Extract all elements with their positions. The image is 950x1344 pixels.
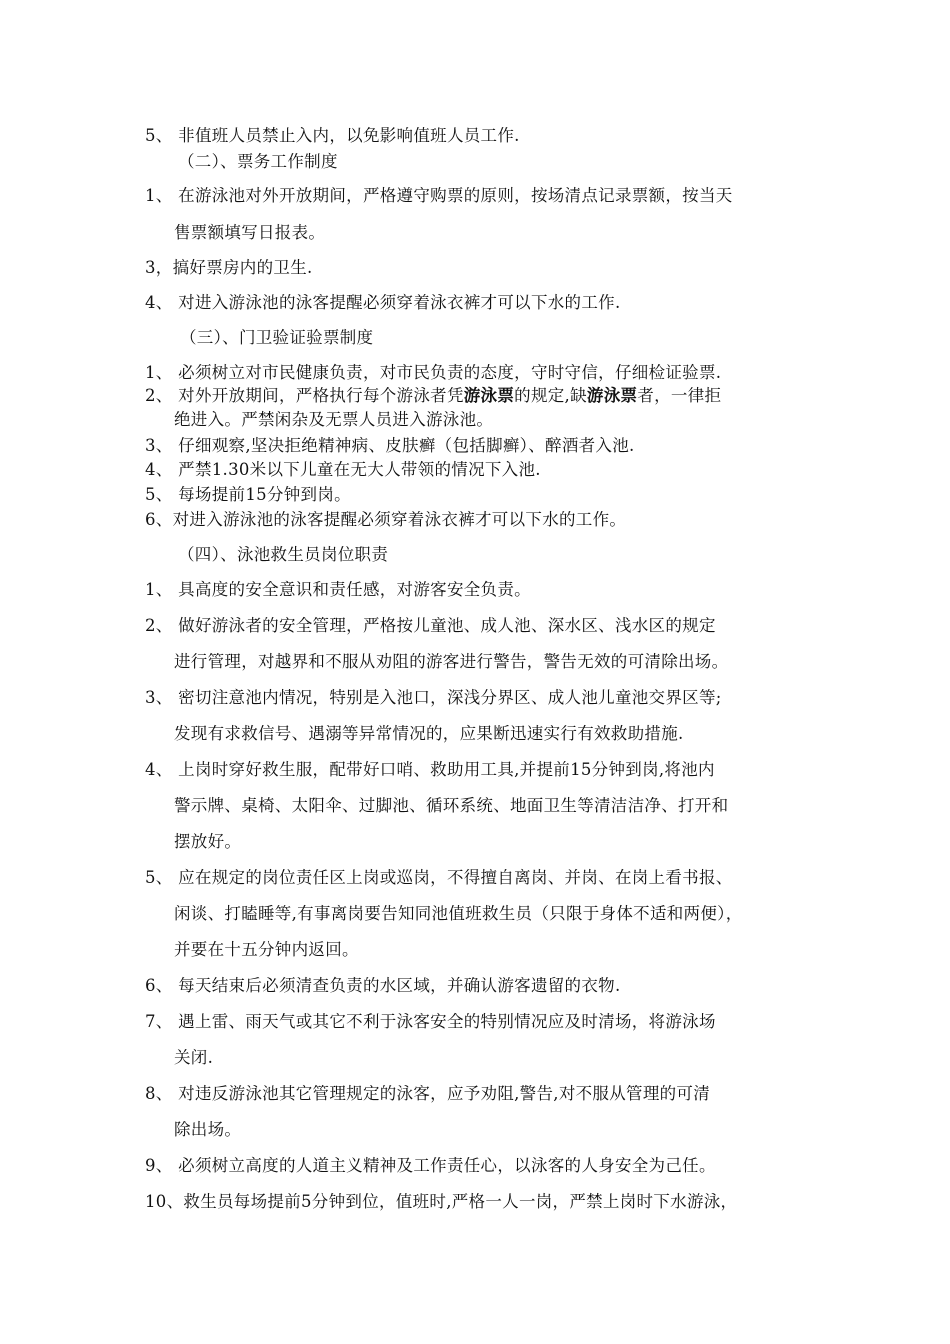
section-heading: （二）、票务工作制度 [178, 152, 338, 171]
text-line: 6、对进入游泳池的泳客提醒必须穿着泳衣裤才可以下水的工作。 [145, 510, 627, 529]
text-line: 9、 必须树立高度的人道主义精神及工作责任心，以泳客的人身安全为己任。 [145, 1156, 716, 1175]
text-line: 5、 每场提前15分钟到岗。 [145, 485, 351, 504]
text-line: 3，搞好票房内的卫生. [145, 258, 313, 277]
text-line: 并要在十五分钟内返回。 [174, 940, 359, 959]
text-line: 售票额填写日报表。 [174, 223, 326, 242]
text-line: 绝进入。严禁闲杂及无票人员进入游泳池。 [174, 410, 494, 429]
section-heading: （三）、门卫验证验票制度 [180, 328, 374, 347]
text-line: 警示牌、桌椅、太阳伞、过脚池、循环系统、地面卫生等清洁洁净、打开和 [174, 796, 729, 815]
text-line: 发现有求救信号、遇溺等异常情况的，应果断迅速实行有效救助措施. [174, 724, 684, 743]
text-line: 1、 必须树立对市民健康负责，对市民负责的态度，守时守信，仔细检证验票. [145, 363, 722, 382]
text-line: 进行管理，对越界和不服从劝阻的游客进行警告，警告无效的可清除出场。 [174, 652, 729, 671]
text-line: 关闭. [174, 1048, 214, 1067]
text-line: 8、 对违反游泳池其它管理规定的泳客，应予劝阻,警告,对不服从管理的可清 [145, 1084, 711, 1103]
text-line: 10、救生员每场提前5分钟到位，值班时,严格一人一岗，严禁上岗时下水游泳， [145, 1192, 738, 1211]
text-line: 4、 严禁1.30米以下儿童在无大人带领的情况下入池. [145, 460, 541, 479]
text-line: 6、 每天结束后必须清查负责的水区域，并确认游客遗留的衣物. [145, 976, 621, 995]
text-line: 1、 在游泳池对外开放期间，严格遵守购票的原则，按场清点记录票额，按当天 [145, 186, 733, 205]
bold-term: 游泳票 [586, 386, 638, 405]
text-line: 除出场。 [174, 1120, 242, 1139]
text-line: 5、 应在规定的岗位责任区上岗或巡岗，不得擅自离岗、并岗、在岗上看书报、 [145, 868, 733, 887]
section-heading: （四）、泳池救生员岗位职责 [178, 545, 389, 564]
text-line: 7、 遇上雷、雨天气或其它不利于泳客安全的特别情况应及时清场，将游泳场 [145, 1012, 716, 1031]
bold-term: 游泳票 [463, 386, 515, 405]
text-line: 4、 对进入游泳池的泳客提醒必须穿着泳衣裤才可以下水的工作. [145, 293, 621, 312]
text-line: 闲谈、打瞌睡等,有事离岗要告知同池值班救生员（只限于身体不适和两便）， [174, 904, 743, 923]
text-line: 摆放好。 [174, 832, 242, 851]
text-line: 5、 非值班人员禁止入内，以免影响值班人员工作. [145, 126, 520, 145]
text-line: 3、 密切注意池内情况，特别是入池口，深浅分界区、成人池儿童池交界区等; [145, 688, 722, 707]
text-line: 2、 对外开放期间，严格执行每个游泳者凭游泳票的规定,缺游泳票者，一律拒 [145, 386, 722, 405]
text-line: 2、 做好游泳者的安全管理，严格按儿童池、成人池、深水区、浅水区的规定 [145, 616, 716, 635]
text-line: 3、 仔细观察,坚决拒绝精神病、皮肤癣（包括脚癣）、醉酒者入池. [145, 436, 635, 455]
text-line: 1、 具高度的安全意识和责任感，对游客安全负责。 [145, 580, 531, 599]
text-line: 4、 上岗时穿好救生服，配带好口哨、救助用工具,并提前15分钟到岗,将池内 [145, 760, 715, 779]
